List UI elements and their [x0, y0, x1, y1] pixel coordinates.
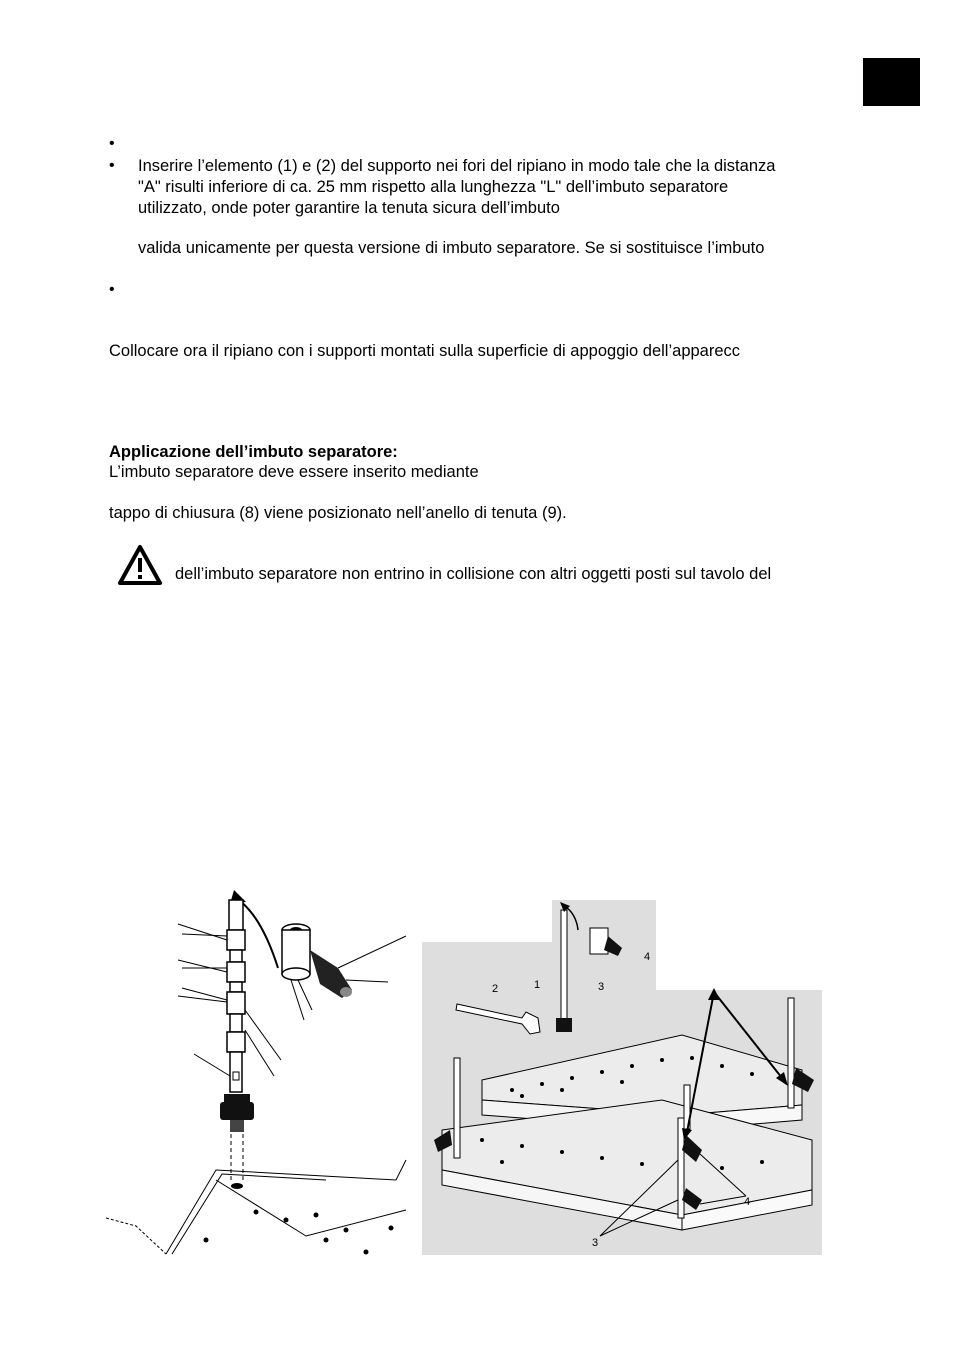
bullet-2-line-3: utilizzato, onde poter garantire la tenuta sicura dell’imbuto [138, 199, 560, 217]
label-1: 1 [534, 979, 541, 991]
paragraph-placement: Collocare ora il ripiano con i supporti montati sulla superficie di appoggio dell’apparecc [109, 342, 741, 360]
shelf-assembly-figure [422, 900, 822, 1255]
label-4-top: 4 [644, 951, 651, 963]
bullet-2-line-5: valida unicamente per questa versione di imbuto separatore. Se si sostituisce l’imbuto [138, 239, 765, 257]
label-3-bottom: 3 [592, 1237, 599, 1249]
bullet-marker-2: • [109, 157, 115, 174]
support-rod-figure [106, 880, 411, 1260]
warning-text: dell’imbuto separatore non entrino in collisione con altri oggetti posti sul tavolo del [175, 565, 772, 583]
bullet-marker-3: • [109, 281, 115, 298]
language-tab-marker [863, 58, 920, 106]
section-line-2: tappo di chiusura (8) viene posizionato nell’anello di tenuta (9). [109, 504, 567, 522]
warning-triangle-icon [118, 544, 162, 586]
bullet-2-line-2: "A" risulti inferiore di ca. 25 mm rispetto alla lunghezza "L" dell’imbuto separatore [138, 178, 729, 196]
label-2: 2 [492, 983, 499, 995]
bullet-marker-1: • [109, 135, 115, 152]
label-4-bottom: 4 [744, 1196, 751, 1208]
bullet-2-line-1: Inserire l’elemento (1) e (2) del supporto nei fori del ripiano in modo tale che la distanza [138, 157, 776, 175]
section-line-1: L’imbuto separatore deve essere inserito mediante [109, 463, 479, 481]
label-3-top: 3 [598, 981, 605, 993]
section-heading: Applicazione dell’imbuto separatore: [109, 443, 398, 461]
